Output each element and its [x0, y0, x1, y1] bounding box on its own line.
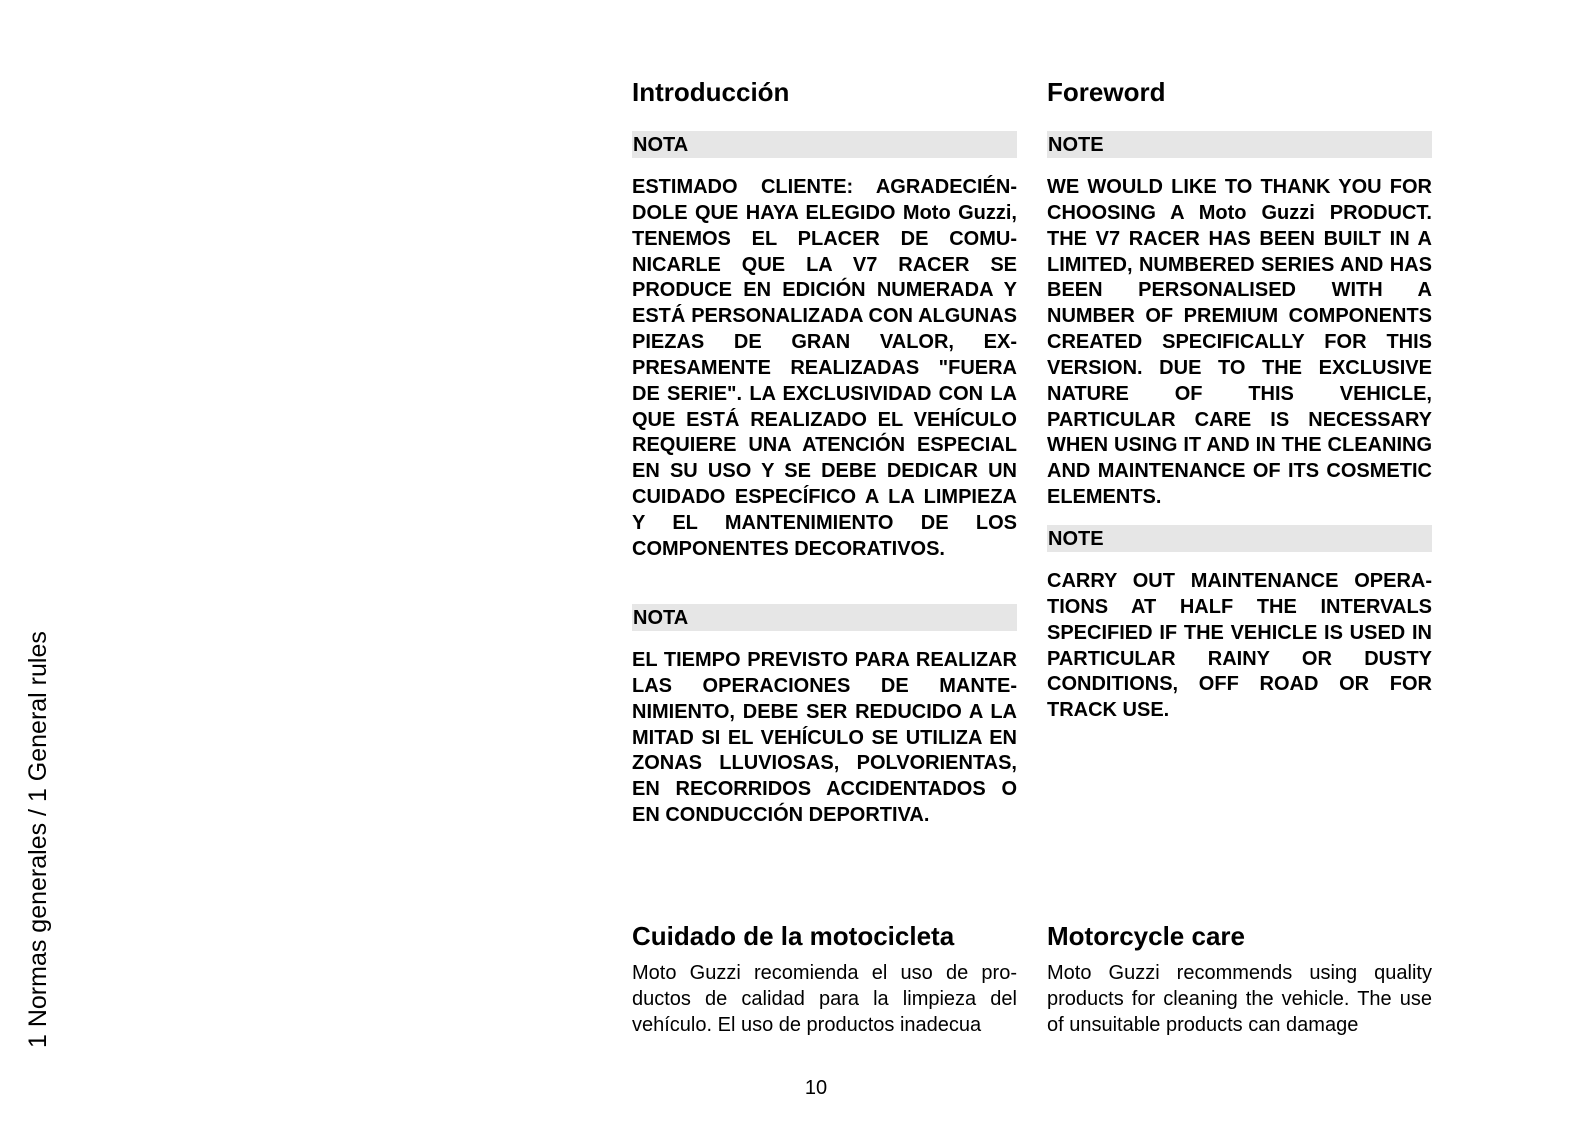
note-label-es-2: NOTA [632, 604, 1017, 631]
note-label-en-1: NOTE [1047, 131, 1432, 158]
note-label-en-2: NOTE [1047, 525, 1432, 552]
note-text-es-1: ESTIMADO CLIENTE: AGRADECIÉNDOLE QUE HAYA ELEGIDO Moto Guzzi, TENEMOS EL PLACER DE COMUNICARLE QUE LA V7 RACER SE PRODUCE EN EDICIÓN NUMERADA Y ESTÁ PERSONALIZADA CON ALGUNAS PIEZAS DE GRAN VALOR, EXPRESAMENTE REALIZADAS "FUERA DE SERIE". LA EXCLUSIVIDAD CON LA QUE ESTÁ REALIZADO EL VEHÍCULO REQUIERE UNA ATENCIÓN ESPECIAL EN SU USO Y SE DEBE DEDICAR UN CUIDADO ESPECÍFICO A LA LIMPIEZA Y EL MANTENIMIENTO DE LOS COMPONENTES DECORATIVOS. [632, 176, 1017, 560]
care-text-es: Moto Guzzi recomienda el uso de productos de calidad para la limpieza del vehículo. El uso de productos inadecua [632, 962, 1017, 1036]
note-text-en-1: WE WOULD LIKE TO THANK YOU FOR CHOOSING A Moto Guzzi PRODUCT. THE V7 RACER HAS BEEN BUILT IN A LIMITED, NUMBERED SERIES AND HAS BEEN PERSONALISED WITH A NUMBER OF PREMIUM COMPONENTS CREATED SPECIFICALLY FOR THIS VERSION. DUE TO THE EXCLUSIVE NATURE OF THIS VEHICLE, PARTICULAR CARE IS NECESSARY WHEN USING IT AND IN THE CLEANING AND MAINTENANCE OF ITS COSMETIC ELEMENTS. [1047, 176, 1432, 509]
note-text-es-2: EL TIEMPO PREVISTO PARA REALIZAR LAS OPERACIONES DE MANTENIMIENTO, DEBE SER REDUCIDO A LA MITAD SI EL VEHÍCULO SE UTILIZA EN ZONAS LLUVIOSAS, POLVORIENTAS, EN RECORRIDOS ACCIDENTADOS O EN CONDUCCIÓN DEPORTIVA. [632, 649, 1017, 827]
care-text-en: Moto Guzzi recommends using quality products for cleaning the vehicle. The use of unsuitable products can damage [1047, 962, 1432, 1036]
page-number: 10 [804, 1077, 828, 1099]
intro-heading-en: Foreword [1047, 77, 1166, 107]
note-label-es-1: NOTA [632, 131, 1017, 158]
care-heading-es: Cuidado de la motocicleta [632, 921, 955, 951]
care-heading-en: Motorcycle care [1047, 921, 1245, 951]
chapter-side-label: 1 Normas generales / 1 General rules [24, 631, 52, 1048]
note-text-en-2: CARRY OUT MAINTENANCE OPERATIONS AT HALF THE INTERVALS SPECIFIED IF THE VEHICLE IS USED IN PARTICULAR RAINY OR DUSTY CONDITIONS, OFF ROAD OR FOR TRACK USE. [1047, 570, 1432, 722]
intro-heading-es: Introducción [632, 77, 790, 107]
